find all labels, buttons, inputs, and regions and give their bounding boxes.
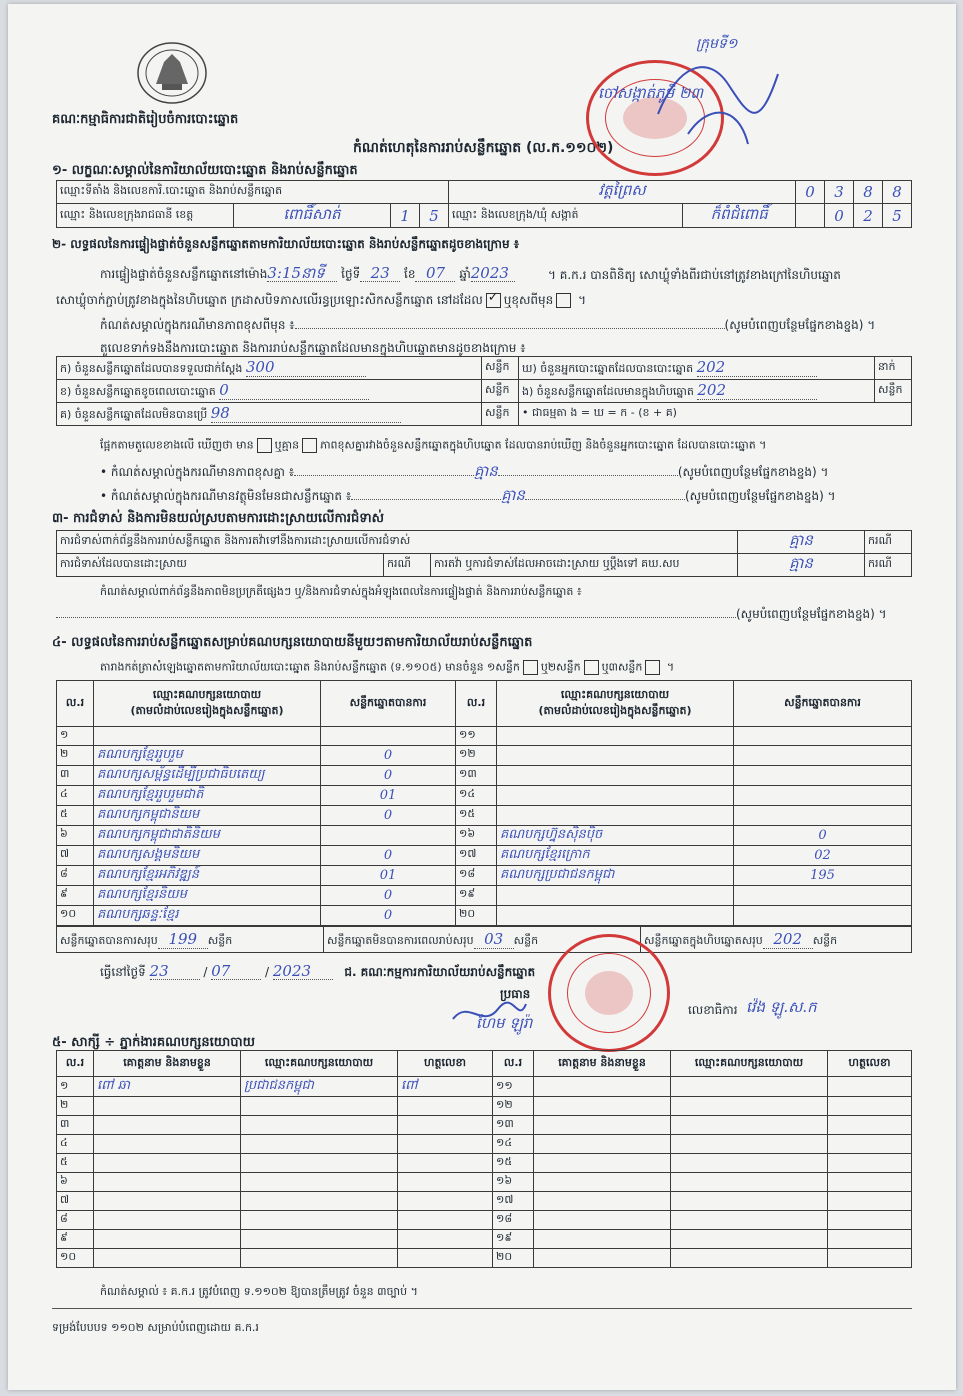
- committee-name: គណៈកម្មាធិការជាតិរៀបចំការបោះឆ្នោត: [52, 112, 239, 127]
- witness-no: ១០: [57, 1249, 94, 1268]
- s1-r2-d1: 5: [420, 204, 449, 228]
- witness-name: [534, 1116, 671, 1135]
- vote-row: [57, 905, 912, 925]
- witness-name: [534, 1230, 671, 1249]
- kha-value: 0: [219, 381, 369, 400]
- vote-count: [734, 745, 912, 765]
- s4-intro: តារាងកត់ត្រាសំឡេងឆ្នោតតាមការិយាល័យបោះឆ្នោត និងរាប់សន្លឹកឆ្នោត (ទ.១១០៥) មានចំនួន ១សន្លឹក ឬ២សន្លឹក ឬ៣សន្លឹក ។: [100, 660, 675, 674]
- witness-name: [534, 1097, 671, 1116]
- witness-name: [534, 1249, 671, 1268]
- s3-title: ៣- ការជំទាស់ និងការមិនយល់ស្របតាមការដោះស្រាយលើការជំទាស់: [52, 511, 384, 526]
- witness-party: [671, 1097, 828, 1116]
- witness-party: [671, 1077, 828, 1097]
- s2-month: 07: [415, 266, 455, 282]
- vote-no: ១២: [456, 745, 497, 765]
- s3-table: [56, 530, 912, 577]
- wt-h-sign-right: ហត្ថលេខា: [828, 1051, 912, 1077]
- vote-count: 01: [321, 785, 456, 805]
- vt-h-party-left: ឈ្មោះគណបក្សនយោបាយ (តាមលំដាប់លេខរៀងក្នុងសន្លឹកឆ្នោត): [94, 681, 321, 727]
- s3-r2-label: ការជំទាស់ដែលបានដោះស្រាយ: [57, 554, 384, 577]
- vote-row: [57, 885, 912, 905]
- s1-title: ១- លក្ខណៈសម្គាល់នៃការិយាល័យបោះឆ្នោត និងរាប់សន្លឹកឆ្នោត: [52, 163, 358, 178]
- footer-text: ទម្រង់បែបបទ ១១០២ សម្រាប់បំពេញដោយ គ.ក.រ: [52, 1321, 259, 1334]
- witness-sign: [398, 1116, 493, 1135]
- witness-sign: [398, 1097, 493, 1116]
- s3-r1-unit: ករណី: [865, 531, 912, 554]
- s3-note: កំណត់សម្គាល់ពាក់ព័ន្ធនឹងភាពមិនប្រក្រតីផ្សេងៗ ឬ/និងការជំទាស់ក្នុងអំឡុងពេលនៃការផ្ទៀងផ្ទាត់ និងការរាប់សន្លឹកឆ្នោត ៖: [100, 585, 582, 598]
- s3-r2-unit: ករណី: [384, 554, 431, 577]
- s4-title: ៤- លទ្ធផលនៃការរាប់សន្លឹកឆ្នោតសម្រាប់គណបក្សនយោបាយនីមួយៗតាមការិយាល័យរាប់សន្លឹកឆ្នោត: [52, 635, 533, 650]
- vote-count: 0: [734, 825, 912, 845]
- vote-party: គណបក្សខ្មែររួបរួមជាតិ: [94, 785, 321, 805]
- vote-count: 0: [321, 745, 456, 765]
- s4-committee: ជ. គណៈកម្មការការិយាល័យរាប់សន្លឹកឆ្នោត: [344, 965, 536, 979]
- vote-party: គណបក្សខ្មែរនិយម: [94, 885, 321, 905]
- vote-count: [734, 905, 912, 925]
- s2-day: 23: [360, 266, 400, 282]
- vote-count: 0: [321, 905, 456, 925]
- t3-value: 202: [763, 930, 813, 949]
- witness-no: ១២: [493, 1097, 534, 1116]
- vote-count: [321, 727, 456, 746]
- s2-p6: • កំណត់សម្គាល់ក្នុងករណីមានភាពខុសគ្នា ៖ គ្មាន (សូមបំពេញបន្ថែមផ្នែកខាងខ្នង) ។: [100, 462, 829, 480]
- s4-date-line: ធ្វើនៅថ្ងៃទី 23 / 07 / 2023 ជ. គណៈកម្មការការិយាល័យរាប់សន្លឹកឆ្នោត: [100, 962, 536, 980]
- s3-r2b-label: ការតវ៉ា ឬការជំទាស់ដែលអាចដោះស្រាយ ឬប្តឹងទៅ គឃ.សប: [431, 554, 738, 577]
- vote-count: 0: [321, 805, 456, 825]
- witness-no: ៩: [57, 1230, 94, 1249]
- signature-top: [648, 44, 788, 158]
- ko-label: គ) ចំនួនសន្លឹកឆ្នោតដែលមិនបានប្រើ: [60, 408, 208, 421]
- witness-party: [671, 1211, 828, 1230]
- s2-p5: ផ្អែកតាមតួលេខខាងលើ ឃើញថា មាន ឬគ្មាន ភាពខុសគ្នារវាងចំនួនសន្លឹកឆ្នោតក្នុងហិបឆ្នោត ដែលបានរាប់ឃើញ និងចំនួនអ្នកបោះឆ្នោត ដែលបានបោះឆ្នោត ។: [100, 438, 767, 452]
- s4-date-day: 23: [150, 964, 200, 980]
- chair-label: ប្រធាន: [500, 987, 531, 1001]
- t1-label: សន្លឹកឆ្នោតបានការសរុប: [60, 933, 158, 947]
- ko-unit: សន្លឹក: [482, 403, 519, 426]
- witness-name: [94, 1211, 241, 1230]
- witness-name: [534, 1173, 671, 1192]
- no-diff-checkbox[interactable]: [302, 438, 317, 453]
- witness-no: ៤: [57, 1135, 94, 1154]
- witness-no: ១៨: [493, 1211, 534, 1230]
- ngo-label: ង) ចំនួនសន្លឹកឆ្នោតដែលមានក្នុងហិបឆ្នោត: [522, 385, 694, 398]
- witness-name: [534, 1211, 671, 1230]
- vote-party: គណបក្សកម្ពុជានិយម: [94, 805, 321, 825]
- wt-h-no-left: ល.រ: [57, 1051, 94, 1077]
- vote-party: [497, 765, 734, 785]
- witness-party: [241, 1230, 398, 1249]
- s2-p7-value: គ្មាន: [501, 486, 525, 504]
- witness-sign: [398, 1135, 493, 1154]
- vote-party: គណបក្សឆន្ទៈខ្មែរ: [94, 905, 321, 925]
- vote-row: [57, 825, 912, 845]
- t2-value: 03: [474, 930, 514, 949]
- witness-party: [241, 1097, 398, 1116]
- nec-emblem-icon: [134, 40, 210, 106]
- witness-row: [57, 1249, 912, 1268]
- changed-checkbox[interactable]: [556, 293, 571, 308]
- t2-label: សន្លឹកឆ្នោតមិនបានការពេលរាប់សរុប: [327, 933, 474, 947]
- witness-no: ២: [57, 1097, 94, 1116]
- vote-no: ១៦: [456, 825, 497, 845]
- witness-party: [671, 1135, 828, 1154]
- s1-r2-d4: 5: [883, 204, 912, 228]
- witness-no: ១១: [493, 1077, 534, 1097]
- s2-p1: ការផ្ទៀងផ្ទាត់ចំនួនសន្លឹកឆ្នោតនៅម៉ោង3:15នាទី ថ្ងៃទី 23 ខែ 07 ឆ្នាំ2023: [100, 266, 515, 282]
- same-checkbox[interactable]: [486, 293, 501, 308]
- witness-sign: [828, 1211, 912, 1230]
- kha-label: ខ) ចំនួនសន្លឹកឆ្នោតខូចពេលបោះឆ្នោត: [60, 385, 216, 398]
- witness-party: [241, 1135, 398, 1154]
- vote-party: គណបក្សសម្ព័ន្ធដើម្បីប្រជាធិបតេយ្យ: [94, 765, 321, 785]
- vt-h-no-left: ល.រ: [57, 681, 94, 727]
- s1-r2-label: ឈ្មោះ និងលេខក្រុងរាជធានី ខេត្ត: [57, 204, 234, 228]
- vote-party: [497, 727, 734, 746]
- witness-party: [241, 1249, 398, 1268]
- witness-party: [241, 1211, 398, 1230]
- chair-name: ហែម ឡូរ៉ា: [476, 1014, 533, 1032]
- witness-party: [671, 1249, 828, 1268]
- vote-no: ៨: [57, 865, 94, 885]
- witness-no: ១៤: [493, 1135, 534, 1154]
- witness-party: [671, 1116, 828, 1135]
- vote-party: គណបក្សប្រជាជនកម្ពុជា: [497, 865, 734, 885]
- witness-party: [241, 1154, 398, 1173]
- witness-no: ១៥: [493, 1154, 534, 1173]
- s2-time: 3:15នាទី: [267, 266, 337, 282]
- footer-divider: [52, 1308, 912, 1309]
- witness-name: [534, 1192, 671, 1211]
- vote-totals: សន្លឹកឆ្នោតបានការសរុប 199 សន្លឹក សន្លឹកឆ្នោតមិនបានការពេលរាប់សរុប 03 សន្លឹក សន្លឹកឆ្នោតក្នុងហិបឆ្នោតសរុប 202 សន្លឹក: [56, 926, 912, 953]
- vote-no: ២០: [456, 905, 497, 925]
- witness-name: [94, 1249, 241, 1268]
- witness-row: [57, 1116, 912, 1135]
- witness-name: [94, 1116, 241, 1135]
- witness-name: [94, 1154, 241, 1173]
- wt-h-name-left: គោត្តនាម និងនាមខ្លួន: [94, 1051, 241, 1077]
- vote-no: ៤: [57, 785, 94, 805]
- secretary-signature: វ៉េង ឡូ.ស.ក: [746, 998, 817, 1016]
- witness-row: [57, 1230, 912, 1249]
- vote-no: ១១: [456, 727, 497, 746]
- vote-no: ១៨: [456, 865, 497, 885]
- vote-row: [57, 845, 912, 865]
- witness-no: ១៧: [493, 1192, 534, 1211]
- witness-name: [94, 1135, 241, 1154]
- witness-row: [57, 1192, 912, 1211]
- ka-label: ក) ចំនួនសន្លឹកឆ្នោតដែលបានទទួលជាក់ស្តែង: [60, 362, 243, 375]
- vote-count: [734, 885, 912, 905]
- s1-r1-d0: 0: [796, 181, 825, 204]
- witness-party: [671, 1173, 828, 1192]
- vote-count: 0: [321, 885, 456, 905]
- witness-row: [57, 1077, 912, 1097]
- witness-party: [671, 1230, 828, 1249]
- witness-no: ១: [57, 1077, 94, 1097]
- vt-h-votes-right: សន្លឹកឆ្នោតបានការ: [734, 681, 912, 727]
- witness-row: [57, 1135, 912, 1154]
- ngo-unit: សន្លឹក: [875, 380, 912, 403]
- vote-count: 02: [734, 845, 912, 865]
- vote-no: ២: [57, 745, 94, 765]
- wt-h-sign-left: ហត្ថលេខា: [398, 1051, 493, 1077]
- witness-name: [94, 1097, 241, 1116]
- witness-sign: [828, 1097, 912, 1116]
- witness-sign: [828, 1192, 912, 1211]
- s3-r1-value: គ្មាន: [738, 531, 865, 554]
- s1-r2-value2: ក៏ពំជំពោធិ៍: [683, 204, 796, 228]
- witness-sign: [828, 1230, 912, 1249]
- s1-r2-label2: ឈ្មោះ និងលេខក្រុង/ឃុំ សង្កាត់: [449, 204, 683, 228]
- vote-no: ៣: [57, 765, 94, 785]
- witness-row: [57, 1173, 912, 1192]
- vote-no: ៦: [57, 825, 94, 845]
- kho-value: 202: [697, 358, 817, 377]
- s1-r1-d3: 8: [883, 181, 912, 204]
- vote-count: [734, 765, 912, 785]
- ngo-value: 202: [697, 381, 817, 400]
- witness-no: ២០: [493, 1249, 534, 1268]
- witness-sign: [398, 1249, 493, 1268]
- vote-party: [497, 785, 734, 805]
- stamp-top-name: ចៅសង្កាត់ភូមិ ២៣: [598, 84, 704, 102]
- vote-party: គណបក្សខ្មែរអភិវឌ្ឍន៍: [94, 865, 321, 885]
- witness-sign: [398, 1154, 493, 1173]
- witness-sign: [828, 1116, 912, 1135]
- t3-label: សន្លឹកឆ្នោតក្នុងហិបឆ្នោតសរុប: [644, 933, 763, 947]
- witness-sign: [828, 1077, 912, 1097]
- witness-no: ៨: [57, 1211, 94, 1230]
- has-diff-checkbox[interactable]: [257, 438, 272, 453]
- vote-no: ១៧: [456, 845, 497, 865]
- vote-count: 0: [321, 845, 456, 865]
- s1-r2-d0: 1: [391, 204, 420, 228]
- official-stamp-bottom: [548, 934, 670, 1052]
- kho-unit: នាក់: [875, 357, 912, 380]
- witness-name: [534, 1135, 671, 1154]
- witness-sign: [828, 1173, 912, 1192]
- witness-sign: [398, 1230, 493, 1249]
- vote-no: ១: [57, 727, 94, 746]
- witness-party: [241, 1192, 398, 1211]
- vote-row: [57, 727, 912, 746]
- s2-p4: តួលេខទាក់ទងនឹងការបោះឆ្នោត និងការរាប់សន្លឹកឆ្នោតដែលមានក្នុងហិបឆ្នោតមានដូចខាងក្រោម ៖: [100, 341, 526, 355]
- chair-signature: [448, 994, 528, 1038]
- witness-name: [94, 1192, 241, 1211]
- secretary-label: លេខាធិការ: [688, 1003, 738, 1017]
- wt-h-party-right: ឈ្មោះគណបក្សនយោបាយ: [671, 1051, 828, 1077]
- vote-row: [57, 865, 912, 885]
- witness-name: [94, 1230, 241, 1249]
- witness-table: [56, 1050, 912, 1268]
- witness-name: [534, 1154, 671, 1173]
- witness-no: ១៦: [493, 1173, 534, 1192]
- vote-count: 0: [321, 765, 456, 785]
- s1-r2-d2: 0: [825, 204, 854, 228]
- vote-no: ៥: [57, 805, 94, 825]
- witness-no: ៧: [57, 1192, 94, 1211]
- witness-sign: [398, 1192, 493, 1211]
- vote-row: [57, 745, 912, 765]
- formula: • ជាធម្មតា ង = ឃ = ក - (ខ + គ): [519, 403, 912, 426]
- witness-sign: [828, 1249, 912, 1268]
- vt-h-party-right: ឈ្មោះគណបក្សនយោបាយ (តាមលំដាប់លេខរៀងក្នុងសន្លឹកឆ្នោត): [497, 681, 734, 727]
- wt-h-party-left: ឈ្មោះគណបក្សនយោបាយ: [241, 1051, 398, 1077]
- witness-row: [57, 1154, 912, 1173]
- vote-results-table: [56, 680, 912, 926]
- vote-count: 01: [321, 865, 456, 885]
- witness-sign: [398, 1211, 493, 1230]
- vote-party: គណបក្សសង្គមនិយម: [94, 845, 321, 865]
- s1-r2-d3: 2: [854, 204, 883, 228]
- vote-party: គណបក្សកម្ពុជាជាតិនិយម: [94, 825, 321, 845]
- vote-no: ១០: [57, 905, 94, 925]
- witness-sign: [828, 1135, 912, 1154]
- s4-date-month: 07: [211, 964, 261, 980]
- witness-row: [57, 1211, 912, 1230]
- s2-p2: សោឃ្លុំចាក់ភ្ជាប់ត្រូវខាងក្នុងនៃហិបឆ្នោត ក្រដាសបិទភាសលើរន្ធប្រឡោះសិកសន្លឹកឆ្នោត នៅដដែល✓ ឬខុសពីមុន ។: [56, 293, 586, 308]
- s3-r2b-unit: ករណី: [865, 554, 912, 577]
- s2-p1e: ។ គ.ក.រ បានពិនិត្យ សោឃ្លុំទាំងពីរជាប់នៅត្រូវខាងក្រៅនៃហិបឆ្នោត: [548, 268, 841, 282]
- sheets-3-checkbox[interactable]: [645, 660, 660, 675]
- vote-no: ១៤: [456, 785, 497, 805]
- ko-value: 98: [211, 404, 401, 423]
- s1-r1-value: វត្តព្រៃស: [449, 181, 796, 204]
- vote-count: [734, 785, 912, 805]
- s3-r1-label: ការជំទាស់ពាក់ព័ន្ធនឹងការរាប់សន្លឹកឆ្នោត និងការតវ៉ាទៅនឹងការដោះស្រាយលើការជំទាស់: [57, 531, 738, 554]
- witness-sign: ពៅ: [398, 1077, 493, 1097]
- sheets-2-checkbox[interactable]: [584, 660, 599, 675]
- s1-r1-label: ឈ្មោះទីតាំង និងលេខការិ.បោះឆ្នោត និងរាប់សន្លឹកឆ្នោត: [57, 181, 449, 204]
- witness-no: ៥: [57, 1154, 94, 1173]
- ka-value: 300: [246, 358, 366, 377]
- witness-sign: [828, 1154, 912, 1173]
- witness-party: [241, 1173, 398, 1192]
- wt-h-no-right: ល.រ: [493, 1051, 534, 1077]
- vote-party: [497, 805, 734, 825]
- ka-unit: សន្លឹក: [482, 357, 519, 380]
- vote-party: គណបក្សហ្វ៊ុនស៊ិនប៉ិច: [497, 825, 734, 845]
- vt-h-votes-left: សន្លឹកឆ្នោតបានការ: [321, 681, 456, 727]
- wt-h-name-right: គោត្តនាម និងនាមខ្លួន: [534, 1051, 671, 1077]
- s2-p3: កំណត់សម្គាល់ក្នុងករណីមានភាពខុសពីមុន ៖ (សូមបំពេញបន្ថែមផ្នែកខាងខ្នង) ។: [100, 318, 876, 332]
- form-title: កំណត់ហេតុនៃការរាប់សន្លឹកឆ្នោត (ល.ក.១១០២): [353, 140, 614, 156]
- vote-count: 195: [734, 865, 912, 885]
- witness-no: ៣: [57, 1116, 94, 1135]
- s3-fill-line: (សូមបំពេញបន្ថែមផ្នែកខាងខ្នង) ។: [56, 608, 887, 620]
- witness-name: [534, 1077, 671, 1097]
- vote-no: ៧: [57, 845, 94, 865]
- t1-value: 199: [158, 930, 208, 949]
- kha-unit: សន្លឹក: [482, 380, 519, 403]
- vote-row: [57, 805, 912, 825]
- witness-sign: [398, 1173, 493, 1192]
- vote-count: [734, 805, 912, 825]
- s5-title: ៥- សាក្សី ÷ ភ្នាក់ងារគណបក្សនយោបាយ: [52, 1035, 255, 1050]
- witness-party: ប្រជាជនកម្ពុជា: [241, 1077, 398, 1097]
- vote-party: [94, 727, 321, 746]
- vote-no: ១៩: [456, 885, 497, 905]
- s4-date-year: 2023: [273, 964, 333, 980]
- s1-table: [56, 180, 912, 228]
- s2-year: 2023: [471, 266, 515, 282]
- witness-party: [671, 1154, 828, 1173]
- stamp-top-note: ក្រុមទី១: [696, 36, 738, 52]
- witness-no: ៦: [57, 1173, 94, 1192]
- vote-no: ៩: [57, 885, 94, 905]
- vt-h-no-right: ល.រ: [456, 681, 497, 727]
- vote-party: [497, 905, 734, 925]
- witness-no: ១៩: [493, 1230, 534, 1249]
- vote-count: [734, 727, 912, 746]
- form-page: [8, 4, 956, 1390]
- s1-r1-d1: 3: [825, 181, 854, 204]
- s2-figures-table: [56, 356, 912, 426]
- witness-name: ពៅ ឆា: [94, 1077, 241, 1097]
- s2-p7: • កំណត់សម្គាល់ក្នុងករណីមានវត្ថុមិនមែនជាសន្លឹកឆ្នោត ៖ គ្មាន (សូមបំពេញបន្ថែមផ្នែកខាងខ្នង) ។: [100, 486, 836, 504]
- vote-no: ១៣: [456, 765, 497, 785]
- s1-r2-value: ពោធិ៍សាត់: [234, 204, 391, 228]
- vote-no: ១៥: [456, 805, 497, 825]
- s1-r1-d2: 8: [854, 181, 883, 204]
- sheets-1-checkbox[interactable]: [523, 660, 538, 675]
- s2-p6-value: គ្មាន: [474, 462, 498, 480]
- witness-no: ១៣: [493, 1116, 534, 1135]
- witness-row: [57, 1097, 912, 1116]
- s5-note: កំណត់សម្គាល់ ៖ គ.ក.រ ត្រូវបំពេញ ទ.១១០២ ឱ្យបានត្រឹមត្រូវ ចំនួន ៣ច្បាប់ ។: [100, 1285, 418, 1298]
- witness-party: [671, 1192, 828, 1211]
- vote-party: គណបក្សខ្មែររួបរួម: [94, 745, 321, 765]
- vote-count: [321, 825, 456, 845]
- vote-party: [497, 745, 734, 765]
- s3-r2b-value: គ្មាន: [738, 554, 865, 577]
- vote-row: [57, 765, 912, 785]
- witness-name: [94, 1173, 241, 1192]
- s2-title: ២- លទ្ធផលនៃការផ្ទៀងផ្ទាត់ចំនួនសន្លឹកឆ្នោតតាមការិយាល័យបោះឆ្នោត និងរាប់សន្លឹកឆ្នោតដូចខាងក្រោម ៖: [52, 237, 520, 251]
- vote-row: [57, 785, 912, 805]
- vote-party: [497, 885, 734, 905]
- vote-party: គណបក្សខ្មែរក្រោក: [497, 845, 734, 865]
- witness-party: [241, 1116, 398, 1135]
- kho-label: ឃ) ចំនួនអ្នកបោះឆ្នោតដែលបានបោះឆ្នោត: [522, 362, 694, 375]
